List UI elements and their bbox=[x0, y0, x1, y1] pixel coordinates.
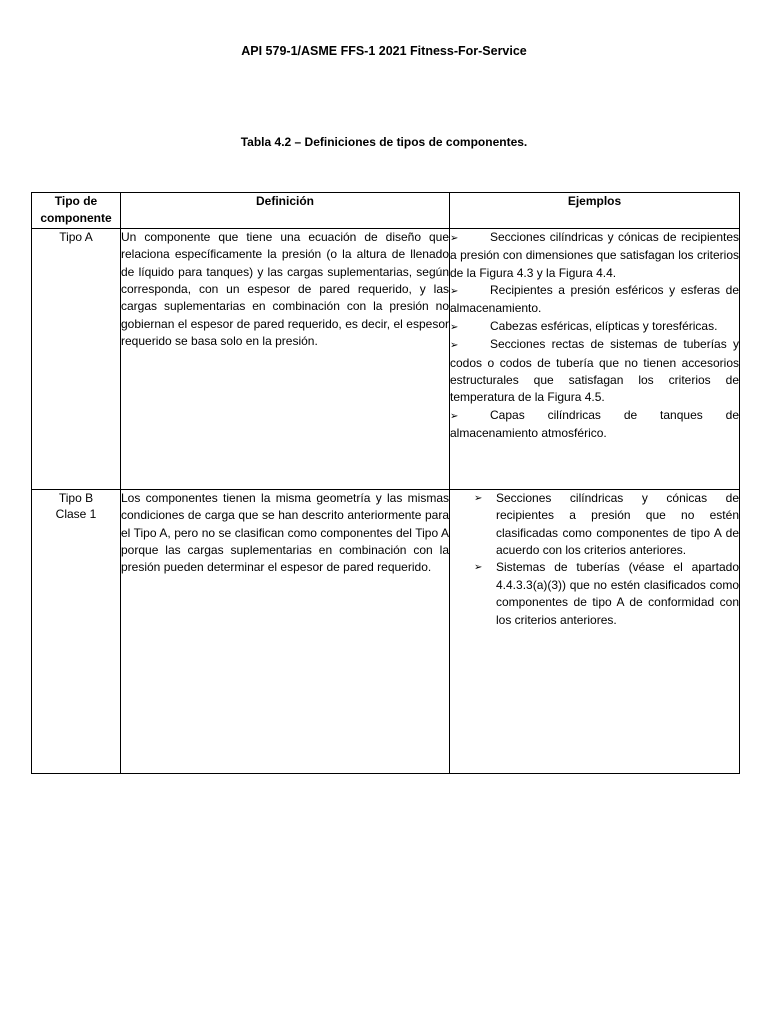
type-cell-tipo-b bbox=[32, 489, 121, 773]
type-label: Tipo A bbox=[59, 229, 93, 244]
table-header-row bbox=[32, 193, 740, 229]
example-item: ➢ Cabezas esféricas, elípticas y toresféricas. bbox=[450, 318, 739, 336]
class-label: Clase 1 bbox=[55, 506, 97, 521]
component-types-table bbox=[31, 192, 740, 774]
document-header-title: API 579-1/ASME FFS-1 2021 Fitness-For-Service bbox=[241, 44, 527, 58]
table-caption: Tabla 4.2 – Definiciones de tipos de componentes. bbox=[240, 135, 528, 149]
arrow-bullet-icon: ➢ bbox=[450, 286, 459, 298]
type-cell-tipo-a bbox=[32, 228, 121, 489]
header-definition: Definición bbox=[121, 193, 450, 229]
example-item: ➢ Secciones rectas de sistemas de tuberías y codos o codos de tubería que no tienen accesorios estructurales que satisfagan los criterios de temperatura de la Figura 4.5. bbox=[450, 337, 739, 405]
arrow-bullet-icon: ➢ bbox=[450, 340, 459, 352]
arrow-bullet-icon: ➢ bbox=[450, 232, 459, 244]
arrow-bullet-icon: ➢ bbox=[474, 492, 483, 504]
examples-cell-tipo-a bbox=[450, 228, 740, 489]
header-type-line2: componente bbox=[40, 211, 112, 226]
arrow-bullet-icon: ➢ bbox=[450, 321, 459, 333]
example-item: ➢ Sistemas de tuberías (véase el apartado 4.4.3.3(a)(3)) que no estén clasificados como componentes de tipo A de conformidad con los criterios anteriores. bbox=[474, 560, 739, 627]
definition-cell-tipo-a: Un componente que tiene una ecuación de diseño que relaciona específicamente la presión (o la altura de llenado de líquido para tanques) y las cargas suplementarias, según corresponda, con un espesor de pared requerido, y las cargas suplementarias en combinación con la presión no gobiernan el espesor de pared requerido, es decir, el espesor requerido se basa solo en la presión. bbox=[121, 228, 450, 489]
header-examples: Ejemplos bbox=[450, 193, 740, 229]
table-row-tipo-a bbox=[32, 228, 740, 489]
arrow-bullet-icon: ➢ bbox=[474, 562, 483, 574]
example-item: ➢ Capas cilíndricas de tanques de almacenamiento atmosférico. bbox=[450, 407, 739, 441]
type-label: Tipo B bbox=[58, 490, 94, 505]
header-component-type bbox=[32, 193, 121, 229]
arrow-bullet-icon: ➢ bbox=[450, 410, 459, 422]
example-item: ➢ Secciones cilíndricas y cónicas de recipientes a presión que no estén clasificadas como componentes de tipo A de acuerdo con los criterios anteriores. bbox=[474, 490, 739, 558]
example-item: ➢ Secciones cilíndricas y cónicas de recipientes a presión con dimensiones que satisfagan los criterios de la Figura 4.3 y la Figura 4.4. bbox=[450, 229, 739, 280]
examples-cell-tipo-b bbox=[450, 489, 740, 773]
example-item: ➢ Recipientes a presión esféricos y esferas de almacenamiento. bbox=[450, 283, 739, 316]
definition-cell-tipo-b: Los componentes tienen la misma geometría y las mismas condiciones de carga que se han descrito anteriormente para el Tipo A, pero no se clasifican como componentes del Tipo A porque las cargas suplementarias en combinación con la presión pueden determinar el espesor de pared requerido. bbox=[121, 489, 450, 773]
header-type-line1: Tipo de bbox=[54, 194, 98, 208]
table-row-tipo-b bbox=[32, 489, 740, 773]
